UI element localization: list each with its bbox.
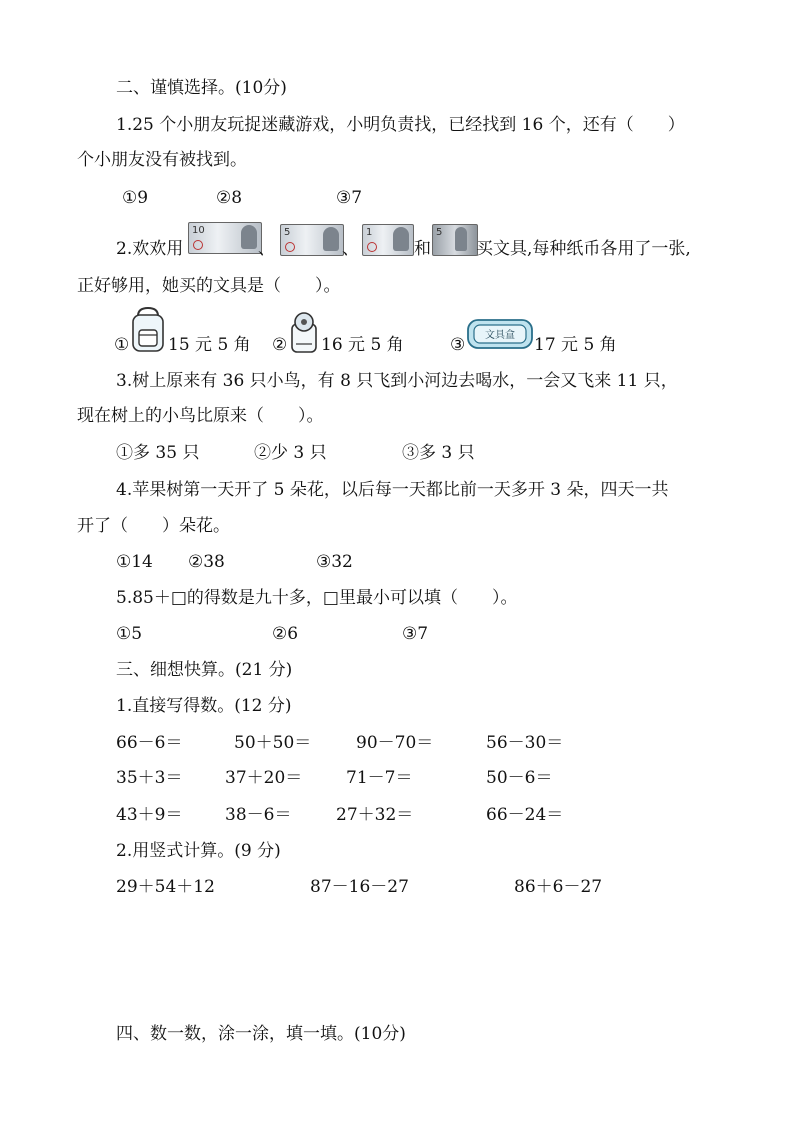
q1-line1: 1.25 个小朋友玩捉迷藏游戏，小明负责找，已经找到 16 个，还有（ ） <box>116 115 685 135</box>
q1-option-2: ②8 <box>216 188 243 208</box>
q2-prefix: 2.欢欢用 <box>116 239 184 259</box>
vertical-calc-item: 87－16－27 <box>310 877 409 897</box>
q1-option-1: ①9 <box>122 188 149 208</box>
banknote-label: 10 <box>192 225 205 236</box>
q5-option-3: ③7 <box>402 624 429 644</box>
q5-option-2: ②6 <box>272 624 299 644</box>
q2-option-1-mark: ① <box>114 335 130 355</box>
q2-sep3: 和 <box>414 239 431 259</box>
pencil-case-label: 文具盒 <box>485 330 515 341</box>
banknote-label: 5 <box>436 227 443 238</box>
banknote-label: 1 <box>366 227 373 238</box>
calc-item: 71－7＝ <box>346 768 413 788</box>
q2-option-2-text: 16 元 5 角 <box>321 335 404 355</box>
calc-item: 50－6＝ <box>486 768 553 788</box>
q3-option-3: ③多 3 只 <box>402 443 475 463</box>
q2-line2: 正好够用，她买的文具是（ ）。 <box>77 276 341 296</box>
pencil-case-icon <box>466 316 534 352</box>
part-2-heading: 2.用竖式计算。(9 分) <box>116 841 281 861</box>
q4-option-2: ②38 <box>188 552 225 572</box>
banknote-5-jiao-icon <box>432 224 478 256</box>
q5-line1: 5.85＋□的得数是九十多，□里最小可以填（ ）。 <box>116 588 518 608</box>
q2-option-3-mark: ③ <box>450 335 466 355</box>
calc-item: 50＋50＝ <box>234 733 312 753</box>
q2-sep1: 、 <box>258 239 275 259</box>
calc-item: 43＋9＝ <box>116 805 183 825</box>
q3-option-2: ②少 3 只 <box>254 443 327 463</box>
q1-option-3: ③7 <box>336 188 363 208</box>
q4-line1: 4.苹果树第一天开了 5 朵花，以后每一天都比前一天多开 3 朵，四天一共 <box>116 480 669 500</box>
calc-item: 90－70＝ <box>356 733 434 753</box>
section-3-heading: 三、细想快算。(21 分) <box>116 660 293 680</box>
q2-suffix: 买文具,每种纸币各用了一张, <box>476 239 691 259</box>
pencil-sharpener-icon <box>288 310 320 354</box>
calc-item: 38－6＝ <box>225 805 292 825</box>
calc-item: 35＋3＝ <box>116 768 183 788</box>
vertical-calc-item: 86＋6－27 <box>514 877 603 897</box>
q4-option-3: ③32 <box>316 552 353 572</box>
q3-line1: 3.树上原来有 36 只小鸟，有 8 只飞到小河边去喝水，一会又飞来 11 只， <box>116 371 678 391</box>
backpack-icon <box>130 306 166 354</box>
q3-option-1: ①多 35 只 <box>116 443 200 463</box>
calc-item: 56－30＝ <box>486 733 564 753</box>
calc-item: 37＋20＝ <box>225 768 303 788</box>
calc-item: 27＋32＝ <box>336 805 414 825</box>
q5-option-1: ①5 <box>116 624 143 644</box>
banknote-5-icon <box>280 224 344 256</box>
q3-line2: 现在树上的小鸟比原来（ ）。 <box>77 406 324 426</box>
part-1-heading: 1.直接写得数。(12 分) <box>116 696 292 716</box>
section-2-heading: 二、谨慎选择。(10分) <box>116 78 287 98</box>
section-4-heading: 四、数一数，涂一涂，填一填。(10分) <box>116 1024 406 1044</box>
q4-line2: 开了（ ）朵花。 <box>77 516 230 536</box>
q4-option-1: ①14 <box>116 552 153 572</box>
q2-option-3-text: 17 元 5 角 <box>534 335 617 355</box>
q2-sep2: 、 <box>342 239 359 259</box>
calc-item: 66－24＝ <box>486 805 564 825</box>
q1-line2: 个小朋友没有被找到。 <box>77 150 247 170</box>
q2-option-1-text: 15 元 5 角 <box>168 335 251 355</box>
q2-option-2-mark: ② <box>272 335 288 355</box>
banknote-1-icon <box>362 224 414 256</box>
banknote-10-icon <box>188 222 262 254</box>
vertical-calc-item: 29＋54＋12 <box>116 877 215 897</box>
calc-item: 66－6＝ <box>116 733 183 753</box>
banknote-label: 5 <box>284 227 291 238</box>
